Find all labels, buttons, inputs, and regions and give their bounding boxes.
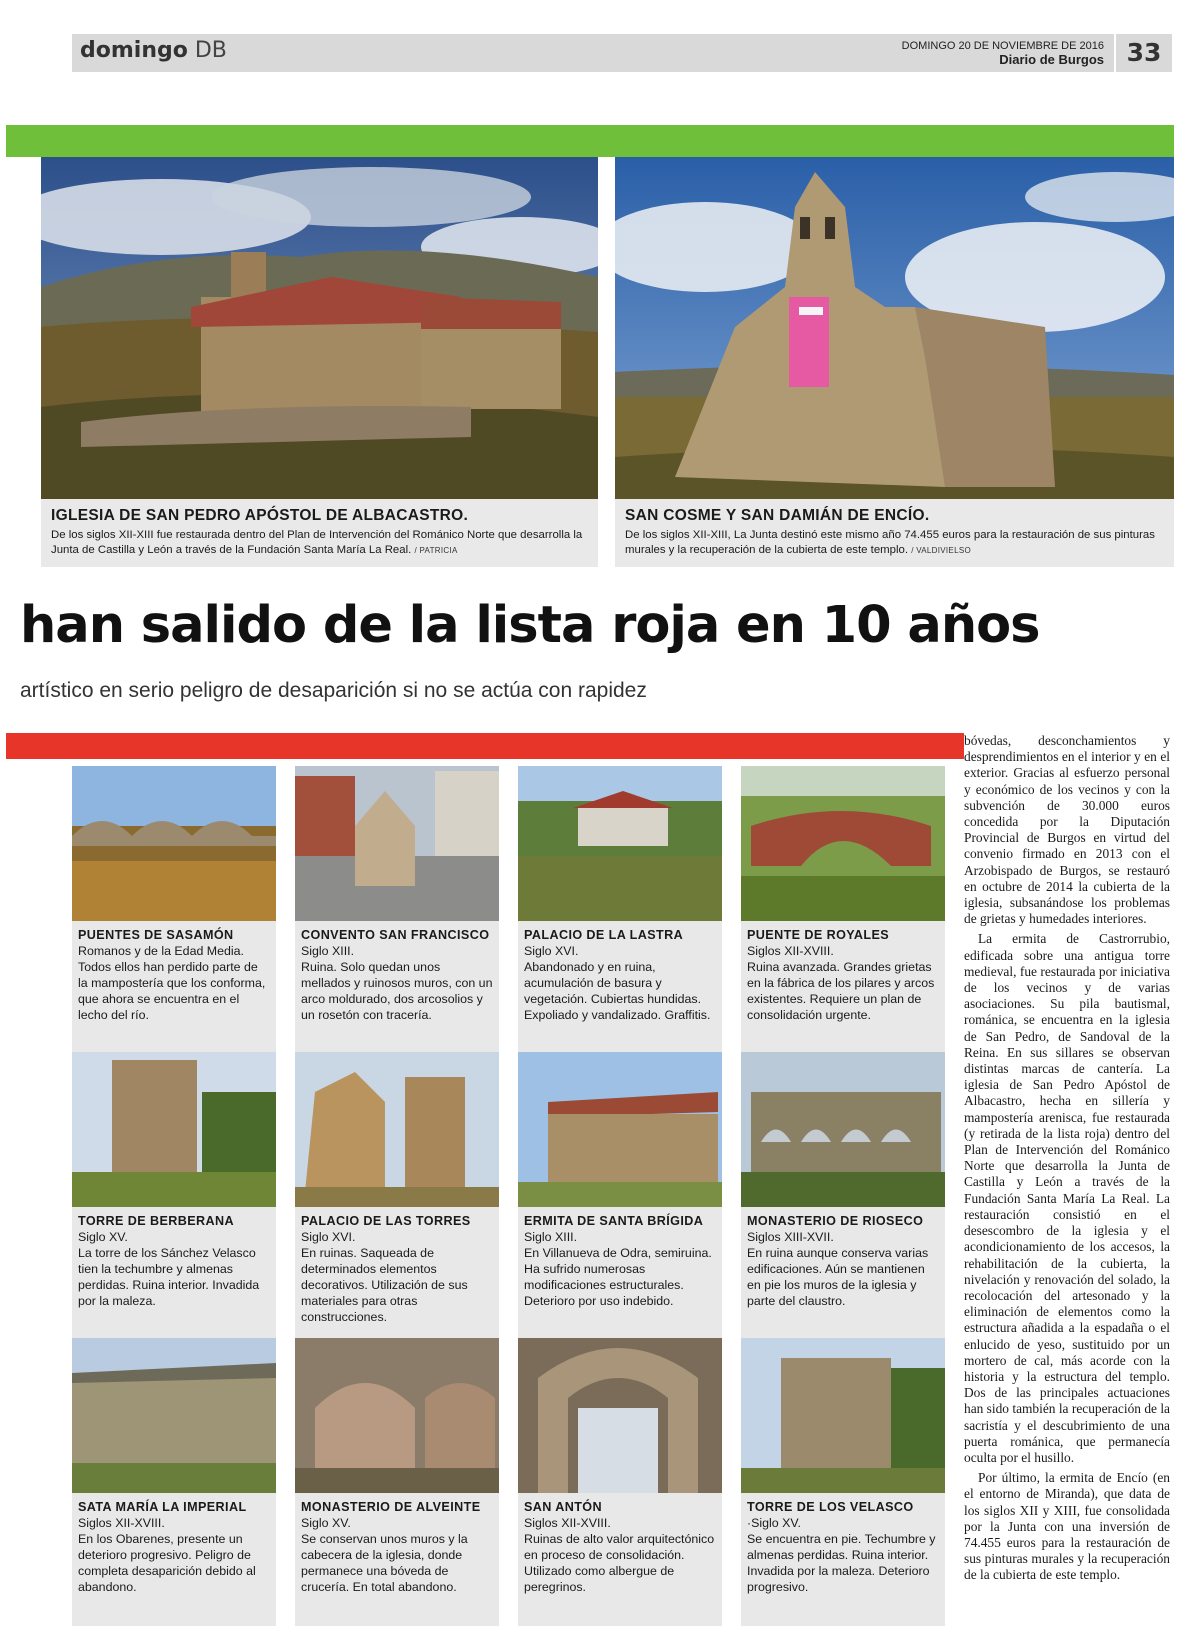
card-puentes-sasamon — [72, 766, 276, 1054]
card-text: La torre de los Sánchez Velasco tien la techumbre y almenas perdidas. Ruina interior. Invadida por la maleza. — [78, 1246, 260, 1308]
card-santa-maria-imperial — [72, 1338, 276, 1626]
card-text: En ruinas. Saqueada de determinados elementos decorativos. Utilización de sus materiales para otras construcciones. — [301, 1246, 468, 1324]
photo-albacastro-church — [41, 157, 598, 499]
issue-date: DOMINGO 20 DE NOVIEMBRE DE 2016 Diario de Burgos — [901, 40, 1104, 67]
card-century: Siglo XIII. — [524, 1230, 578, 1244]
card-text: Se conservan unos muros y la cabecera de la iglesia, donde permanece una bóveda de crucería. En total abandono. — [301, 1532, 468, 1594]
card-text: Abandonado y en ruina, acumulación de basura y vegetación. Cubiertas hundidas. Expoliado y vandalizado. Graffitis. — [524, 960, 711, 1022]
caption-text: De los siglos XII-XIII, La Junta destinó este mismo año 74.455 euros para la restauración de sus pinturas murales y la recuperación de la cubierta de este templo. / VALDIVIELSO — [625, 529, 1155, 556]
caption-text: De los siglos XII-XIII fue restaurada dentro del Plan de Intervención del Románico Norte que desarrolla la Junta de Castilla y León a través de la Fundación Santa María La Real. / PATRICIA — [51, 529, 583, 556]
card-san-anton — [518, 1338, 722, 1626]
photo-ermita-santa-brigida — [518, 1052, 722, 1207]
card-title: PUENTE DE ROYALES — [747, 928, 890, 942]
photo-palacio-torres — [295, 1052, 499, 1207]
card-century: Siglos XII-XVIII. — [524, 1516, 611, 1530]
card-century: Romanos y de la Edad Media. — [78, 944, 244, 958]
card-text: Ruinas de alto valor arquitectónico en proceso de consolidación. Utilizado como albergue de peregrinos. — [524, 1532, 715, 1594]
card-palacio-torres — [295, 1052, 499, 1340]
card-monasterio-rioseco — [741, 1052, 945, 1340]
red-divider — [6, 733, 964, 759]
card-text: Ruina avanzada. Grandes grietas en la fábrica de los pilares y arcos existentes. Requiere un plan de consolidación urgente. — [747, 960, 935, 1022]
photo-encio-church — [615, 157, 1174, 499]
photo-convento-san-francisco — [295, 766, 499, 921]
card-title: SAN ANTÓN — [524, 1500, 602, 1514]
card-text: Todos ellos han perdido parte de la mampostería que los conforma, que ahora se encuentra en el lecho del río. — [78, 960, 266, 1022]
photo-palacio-lastra — [518, 766, 722, 921]
card-convento-san-francisco — [295, 766, 499, 1054]
photo-credit: / VALDIVIELSO — [911, 546, 971, 555]
card-title: SATA MARÍA LA IMPERIAL — [78, 1500, 247, 1514]
caption-title: IGLESIA DE SAN PEDRO APÓSTOL DE ALBACASTRO. — [51, 507, 469, 524]
card-century: ·Siglo XV. — [747, 1516, 801, 1530]
card-title: MONASTERIO DE ALVEINTE — [301, 1500, 481, 1514]
card-ermita-santa-brigida — [518, 1052, 722, 1340]
card-century: Siglo XV. — [301, 1516, 351, 1530]
card-century: Siglos XIII-XVII. — [747, 1230, 834, 1244]
newspaper-name: Diario de Burgos — [999, 52, 1104, 67]
article-column — [964, 733, 1170, 1588]
card-text: En Villanueva de Odra, semiruina. Ha sufrido numerosas modificaciones estructurales. Deterioro por uso indebido. — [524, 1246, 712, 1308]
card-torre-velasco — [741, 1338, 945, 1626]
headline: han salido de la lista roja en 10 años — [20, 596, 1040, 655]
card-title: PALACIO DE LAS TORRES — [301, 1214, 471, 1228]
card-text: Se encuentra en pie. Techumbre y almenas perdidas. Ruina interior. Invadida por la maleza. Deterioro progresivo. — [747, 1532, 936, 1594]
card-text: Ruina. Solo quedan unos mellados y ruinosos muros, con un arco moldurado, dos arcosolios y un rosetón con tracería. — [301, 960, 493, 1022]
card-monasterio-alveinte — [295, 1338, 499, 1626]
article-paragraph: bóvedas, desconchamientos y desprendimientos en el interior y en el exterior. Gracias al esfuerzo personal y económico de los vecinos y con la subvención de 30.000 euros concedida por la Diputación Provincial de Burgos en virtud del convenio firmado en 2013 con el Arzobispado de Burgos, se restauró en octubre de 2014 la cubierta de la iglesia, subsanándose los problemas de grietas y humedades interiores. — [964, 733, 1170, 927]
card-century: Siglo XV. — [78, 1230, 128, 1244]
subheadline: artístico en serio peligro de desaparición si no se actúa con rapidez — [20, 679, 647, 702]
photo-puente-royales — [741, 766, 945, 921]
card-title: PALACIO DE LA LASTRA — [524, 928, 684, 942]
caption-title: SAN COSME Y SAN DAMIÁN DE ENCÍO. — [625, 507, 930, 524]
card-title: PUENTES DE SASAMÓN — [78, 928, 234, 942]
photo-santa-maria-imperial — [72, 1338, 276, 1493]
caption-albacastro — [41, 499, 598, 567]
card-puente-royales — [741, 766, 945, 1054]
card-century: Siglo XVI. — [524, 944, 579, 958]
card-century: Siglos XII-XVIII. — [747, 944, 834, 958]
card-title: CONVENTO SAN FRANCISCO — [301, 928, 490, 942]
photo-torre-berberana — [72, 1052, 276, 1207]
article-paragraph: Por último, la ermita de Encío (en el entorno de Miranda), que data de los siglos XII y XIII, fue consolidada por la Junta con una inversión de 74.455 euros para la restauración de sus pinturas murales y la recuperación de la cubierta de este templo. — [964, 1470, 1170, 1583]
card-century: Siglo XIII. — [301, 944, 355, 958]
photo-puentes-sasamon — [72, 766, 276, 921]
card-palacio-lastra — [518, 766, 722, 1054]
photo-monasterio-rioseco — [741, 1052, 945, 1207]
card-text: En los Obarenes, presente un deterioro progresivo. Peligro de completa desaparición debido al abandono. — [78, 1532, 256, 1594]
photo-monasterio-alveinte — [295, 1338, 499, 1493]
article-paragraph: La ermita de Castrorrubio, edificada sobre una antigua torre medieval, fue restaurada por iniciativa de los vecinos y de varias asociaciones. Su pila bautismal, románica, se encuentra en la iglesia de San Pedro, de Sandoval de la Reina. En sus sillares se observan distintas marcas de cantería. La iglesia de San Pedro Apóstol de Albacastro, hecha en sillería y mampostería arenisca, fue restaurada (y retirada de la lista roja) dentro del Plan de Intervención del Románico Norte que desarrolla la Junta de Castilla y León a través de la Fundación Santa María La Real. La restauración consistió en el desescombro de la iglesia y el acondicionamiento de los accesos, la rehabilitación de la cubierta, la nivelación y renovación del solado, la recolocación del artesonado y la eliminación de elementos como la estructura añadida a la espadaña o el enlucido de yeso, sustituido por un mortero de cal, más acorde con la historia y la estructura del templo. Dos de las principales actuaciones han sido también la recuperación de la sacristía y el descubrimiento de una puerta románica, que permanecía oculta por el husillo. — [964, 931, 1170, 1465]
photo-torre-velasco — [741, 1338, 945, 1493]
card-title: ERMITA DE SANTA BRÍGIDA — [524, 1214, 704, 1228]
card-title: MONASTERIO DE RIOSECO — [747, 1214, 924, 1228]
green-divider — [6, 125, 1174, 157]
page-number: 33 — [1114, 34, 1172, 72]
photo-credit: / PATRICIA — [414, 546, 458, 555]
card-text: En ruina aunque conserva varias edificaciones. Aún se mantienen en pie los muros de la iglesia y parte del claustro. — [747, 1246, 929, 1308]
photo-san-anton — [518, 1338, 722, 1493]
card-title: TORRE DE LOS VELASCO — [747, 1500, 914, 1514]
card-torre-berberana — [72, 1052, 276, 1340]
card-title: TORRE DE BERBERANA — [78, 1214, 235, 1228]
card-century: Siglo XVI. — [301, 1230, 356, 1244]
section-brand: domingo DB — [80, 38, 227, 63]
caption-encio — [615, 499, 1174, 567]
card-century: Siglos XII-XVIII. — [78, 1516, 165, 1530]
page-header — [72, 34, 1172, 72]
